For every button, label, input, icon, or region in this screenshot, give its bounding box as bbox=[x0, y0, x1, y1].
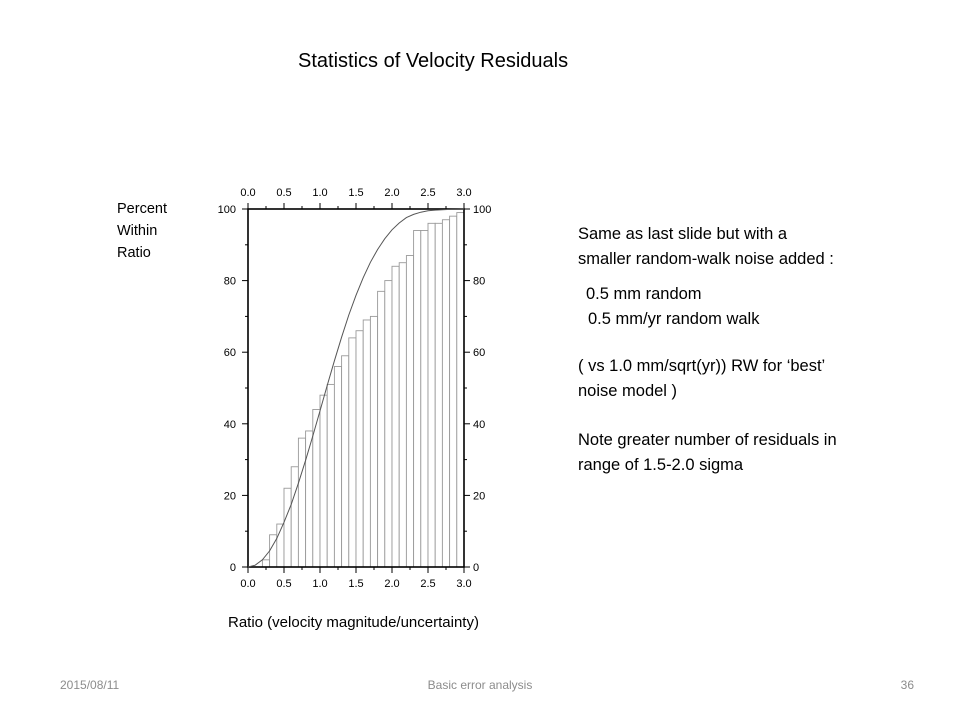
histogram-bar bbox=[363, 320, 370, 567]
histogram-bar bbox=[291, 467, 298, 567]
histogram-bar bbox=[385, 281, 392, 567]
x-tick-label-top: 2.0 bbox=[384, 187, 400, 199]
histogram-bar bbox=[428, 223, 435, 567]
histogram-bar bbox=[356, 331, 363, 567]
x-tick-label-top: 0.0 bbox=[240, 187, 256, 199]
notes-random-walk: 0.5 mm/yr random walk bbox=[588, 310, 760, 328]
y-axis-label-line-2: Within bbox=[117, 223, 158, 239]
slide-notes bbox=[578, 222, 838, 478]
x-tick-label-top: 1.5 bbox=[348, 187, 364, 199]
histogram-bar bbox=[298, 438, 305, 567]
y-axis-label-line-3: Ratio bbox=[117, 245, 151, 261]
footer-date: 2015/08/11 bbox=[60, 678, 120, 692]
slide-number: 36 bbox=[900, 678, 914, 692]
x-axis-label: Ratio (velocity magnitude/uncertainty) bbox=[228, 614, 479, 631]
histogram-bar bbox=[457, 213, 464, 567]
x-tick-label-bottom: 1.5 bbox=[348, 578, 364, 590]
y-tick-label-right: 60 bbox=[473, 347, 486, 360]
x-tick-label-bottom: 1.0 bbox=[312, 578, 328, 590]
histogram-bar bbox=[306, 431, 313, 567]
y-tick-label-left: 40 bbox=[223, 418, 236, 431]
histogram-bar bbox=[320, 395, 327, 567]
histogram-bar bbox=[450, 216, 457, 567]
y-tick-label-right: 0 bbox=[473, 562, 480, 574]
histogram-bar bbox=[399, 263, 406, 567]
x-tick-label-bottom: 0.0 bbox=[240, 578, 256, 590]
histogram-bar bbox=[421, 230, 428, 567]
x-tick-label-bottom: 2.0 bbox=[384, 578, 400, 590]
histogram-bars bbox=[262, 213, 464, 567]
notes-intro: Same as last slide but with a smaller random-walk noise added : bbox=[578, 225, 834, 268]
histogram-bar bbox=[342, 356, 349, 567]
histogram-bar bbox=[392, 266, 399, 567]
x-tick-label-top: 3.0 bbox=[456, 187, 472, 199]
histogram-bar bbox=[435, 223, 442, 567]
histogram-bar bbox=[406, 256, 413, 567]
y-tick-label-right: 20 bbox=[473, 490, 486, 503]
x-tick-label-bottom: 3.0 bbox=[456, 578, 472, 590]
y-tick-label-left: 0 bbox=[229, 562, 236, 574]
histogram-bar bbox=[349, 338, 356, 567]
histogram-bar bbox=[262, 560, 269, 567]
y-tick-label-left: 60 bbox=[223, 347, 236, 360]
x-tick-label-bottom: 0.5 bbox=[276, 578, 292, 590]
histogram-bar bbox=[414, 230, 421, 567]
x-tick-label-top: 0.5 bbox=[276, 187, 292, 199]
x-tick-label-top: 2.5 bbox=[420, 187, 436, 199]
notes-random-noise: 0.5 mm random bbox=[586, 285, 702, 303]
y-tick-label-left: 20 bbox=[223, 490, 236, 503]
y-tick-label-right: 80 bbox=[473, 275, 486, 288]
histogram-bar bbox=[284, 488, 291, 567]
histogram-bar bbox=[327, 384, 334, 567]
histogram-bar bbox=[334, 367, 341, 567]
slide-title: Statistics of Velocity Residuals bbox=[298, 50, 569, 72]
x-tick-label-bottom: 2.5 bbox=[420, 578, 436, 590]
y-tick-label-right: 40 bbox=[473, 418, 486, 431]
notes-comparison: ( vs 1.0 mm/sqrt(yr)) RW for ‘best’ noise model ) bbox=[578, 357, 825, 400]
histogram-bar bbox=[370, 316, 377, 567]
y-axis-label-line-1: Percent bbox=[117, 201, 167, 217]
y-tick-label-left: 100 bbox=[217, 204, 236, 216]
notes-observation: Note greater number of residuals in range of 1.5-2.0 sigma bbox=[578, 431, 837, 474]
histogram-bar bbox=[442, 220, 449, 567]
histogram-bar bbox=[378, 291, 385, 567]
y-tick-label-left: 80 bbox=[223, 275, 236, 288]
y-tick-label-right: 100 bbox=[473, 204, 492, 216]
footer-title: Basic error analysis bbox=[427, 678, 533, 692]
x-tick-label-top: 1.0 bbox=[312, 187, 328, 199]
